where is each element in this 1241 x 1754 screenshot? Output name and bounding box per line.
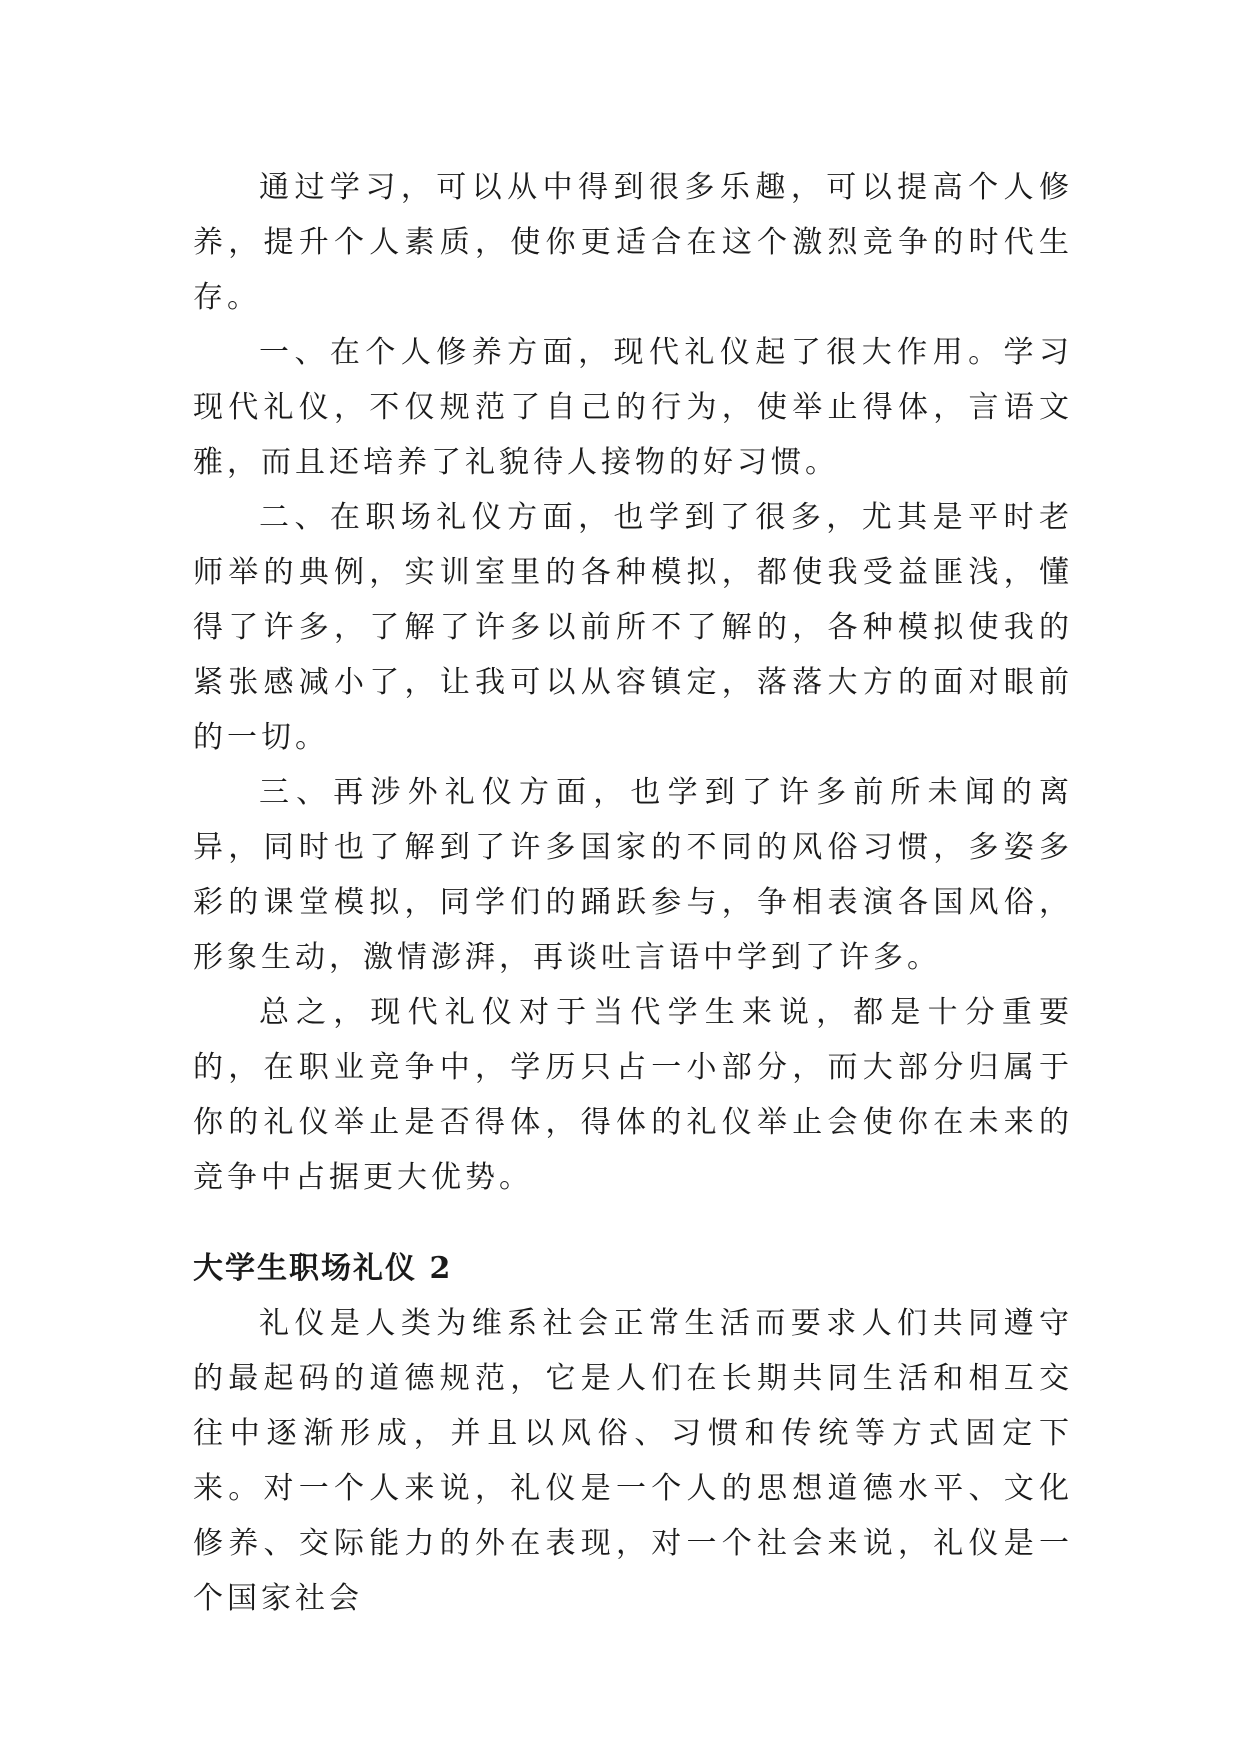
paragraph-etiquette-definition: 礼仪是人类为维系社会正常生活而要求人们共同遵守的最起码的道德规范，它是人们在长期共同生活和相互交往中逐渐形成，并且以风俗、习惯和传统等方式固定下来。对一个人来说，礼仪是一个人的思想道德水平、文化修养、交际能力的外在表现，对一个社会来说，礼仪是一个国家社会	[193, 1306, 1073, 1616]
paragraph-workplace-etiquette: 二、在职场礼仪方面，也学到了很多，尤其是平时老师举的典例，实训室里的各种模拟，都使我受益匪浅，懂得了许多，了解了许多以前所不了解的，各种模拟使我的紧张感减小了，让我可以从容镇定，落落大方的面对眼前的一切。	[193, 500, 1073, 755]
section-heading: 大学生职场礼仪 2	[193, 1251, 453, 1286]
paragraph-conclusion: 总之，现代礼仪对于当代学生来说，都是十分重要的，在职业竞争中，学历只占一小部分，而大部分归属于你的礼仪举止是否得体，得体的礼仪举止会使你在未来的竞争中占据更大优势。	[193, 995, 1073, 1195]
paragraph-personal-cultivation: 一、在个人修养方面，现代礼仪起了很大作用。学习现代礼仪，不仅规范了自己的行为，使举止得体，言语文雅，而且还培养了礼貌待人接物的好习惯。	[193, 335, 1073, 480]
paragraph-foreign-etiquette: 三、再涉外礼仪方面，也学到了许多前所未闻的离异，同时也了解到了许多国家的不同的风俗习惯，多姿多彩的课堂模拟，同学们的踊跃参与，争相表演各国风俗，形象生动，激情澎湃，再谈吐言语中学到了许多。	[193, 775, 1073, 975]
document-body	[193, 160, 1073, 1626]
paragraph-intro: 通过学习，可以从中得到很多乐趣，可以提高个人修养，提升个人素质，使你更适合在这个激烈竞争的时代生存。	[193, 170, 1073, 315]
